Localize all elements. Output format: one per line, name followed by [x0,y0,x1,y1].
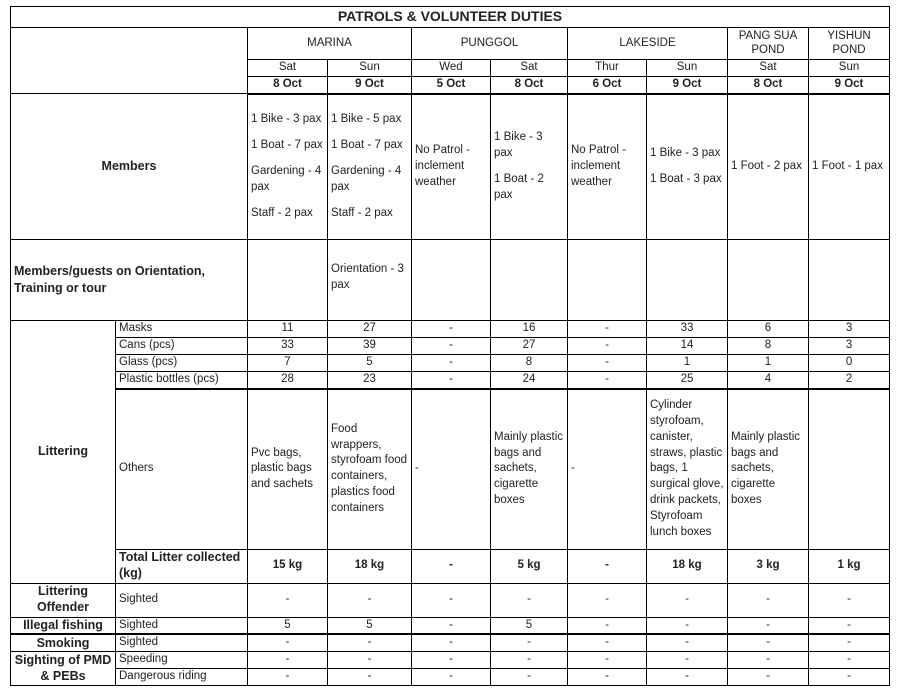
pmd-value: - [491,652,568,669]
litter-count: 25 [647,372,728,389]
others-cell [809,389,890,549]
litter-count: - [568,338,647,355]
litter-count: 39 [328,338,412,355]
litter-count: - [412,338,491,355]
table-title: PATROLS & VOLUNTEER DUTIES [11,7,890,28]
litter-count: 24 [491,372,568,389]
others-cell: Cylinder styrofoam, canister, straws, plastic bags, 1 surgical glove, drink packets, Styrofoam lunch boxes [647,389,728,549]
smoking-value: - [809,634,890,651]
members-entry: 1 Boat - 3 pax [650,172,722,185]
offender-value: - [491,583,568,617]
location-header: PANG SUA POND [728,28,809,60]
column-day: Wed [412,60,491,77]
members-entry: Staff - 2 pax [251,206,313,219]
total-litter-value: 15 kg [248,549,328,583]
total-litter-value: 5 kg [491,549,568,583]
pmd-value: - [568,652,647,669]
pmd-value: - [248,652,328,669]
total-litter-value: 18 kg [647,549,728,583]
members-entry: No Patrol - inclement weather [571,144,626,188]
orientation-cell [568,240,647,321]
litter-count: 7 [248,355,328,372]
column-day: Sun [647,60,728,77]
litter-count: - [568,372,647,389]
litter-type-label: Glass (pcs) [116,355,248,372]
members-entry: 1 Bike - 3 pax [650,147,721,160]
fishing-value: - [809,617,890,634]
members-entry: 1 Boat - 2 pax [494,172,544,201]
members-entry: 1 Foot - 2 pax [731,160,802,173]
litter-count: 14 [647,338,728,355]
offender-value: - [647,583,728,617]
orientation-cell: Orientation - 3 pax [328,240,412,321]
pmd-value: - [809,669,890,686]
smoking-sub-label: Sighted [116,634,248,651]
orientation-cell [491,240,568,321]
offender-value: - [568,583,647,617]
column-date: 5 Oct [412,76,491,93]
pmd-value: - [647,669,728,686]
litter-count: 8 [728,338,809,355]
column-day: Sat [728,60,809,77]
total-litter-value: 1 kg [809,549,890,583]
location-header: MARINA [248,28,412,60]
total-litter-value: - [568,549,647,583]
pmd-value: - [328,652,412,669]
members-cell [491,94,568,240]
smoking-label: Smoking [11,634,116,651]
pmd-value: - [491,669,568,686]
litter-count: 1 [647,355,728,372]
litter-count: 27 [328,321,412,338]
location-header: PUNGGOL [412,28,568,60]
members-cell [412,94,491,240]
members-cell [328,94,412,240]
pmd-label: Sighting of PMD & PEBs [11,652,116,686]
members-cell [248,94,328,240]
litter-count: 28 [248,372,328,389]
offender-value: - [328,583,412,617]
offender-value: - [728,583,809,617]
others-cell: Mainly plastic bags and sachets, cigarette boxes [728,389,809,549]
total-litter-value: 18 kg [328,549,412,583]
column-date: 9 Oct [809,76,890,93]
orientation-cell [809,240,890,321]
litter-count: - [568,321,647,338]
litter-count: 33 [248,338,328,355]
litter-count: 3 [809,321,890,338]
litter-count: - [412,372,491,389]
total-litter-value: - [412,549,491,583]
others-cell: - [568,389,647,549]
others-label: Others [116,389,248,549]
column-day: Sun [809,60,890,77]
fishing-value: - [728,617,809,634]
smoking-value: - [647,634,728,651]
litter-count: 1 [728,355,809,372]
orientation-cell [647,240,728,321]
smoking-value: - [728,634,809,651]
fishing-sub-label: Sighted [116,617,248,634]
offender-sub-label: Sighted [116,583,248,617]
litter-count: 4 [728,372,809,389]
orientation-cell [248,240,328,321]
column-date: 8 Oct [248,76,328,93]
members-entry: 1 Bike - 3 pax [494,131,543,160]
litter-count: 8 [491,355,568,372]
fishing-value: 5 [328,617,412,634]
orientation-cell [728,240,809,321]
littering-label: Littering [11,321,116,583]
litter-count: 2 [809,372,890,389]
location-header: YISHUN POND [809,28,890,60]
column-day: Sun [328,60,412,77]
members-entry: Gardening - 4 pax [251,165,322,193]
members-entry: 1 Bike - 5 pax [331,113,402,126]
pmd-value: - [728,652,809,669]
litter-count: - [412,321,491,338]
offender-value: - [248,583,328,617]
smoking-value: - [248,634,328,651]
litter-count: 33 [647,321,728,338]
patrol-duties-table [10,6,890,686]
column-date: 8 Oct [728,76,809,93]
members-cell [809,94,890,240]
members-cell [647,94,728,240]
litter-count: 27 [491,338,568,355]
pmd-value: - [647,652,728,669]
members-entry: 1 Boat - 7 pax [331,139,403,152]
fishing-value: - [568,617,647,634]
litter-type-label: Masks [116,321,248,338]
pmd-sub-label: Dangerous riding [116,669,248,686]
smoking-value: - [491,634,568,651]
column-day: Sat [248,60,328,77]
litter-count: 11 [248,321,328,338]
location-header: LAKESIDE [568,28,728,60]
total-litter-label: Total Litter collected (kg) [116,549,248,583]
corner-cell [11,28,248,94]
members-cell [568,94,647,240]
others-cell: Mainly plastic bags and sachets, cigarette boxes [491,389,568,549]
fishing-value: - [647,617,728,634]
pmd-value: - [809,652,890,669]
orientation-cell [412,240,491,321]
duties-report [10,6,890,686]
fishing-value: - [412,617,491,634]
members-entry: Gardening - 4 pax [331,165,402,193]
column-date: 9 Oct [328,76,412,93]
pmd-value: - [412,652,491,669]
litter-count: 0 [809,355,890,372]
litter-count: 6 [728,321,809,338]
smoking-value: - [412,634,491,651]
litter-count: 3 [809,338,890,355]
column-date: 8 Oct [491,76,568,93]
offender-label: Littering Offender [11,583,116,617]
column-day: Thur [568,60,647,77]
pmd-value: - [728,669,809,686]
orientation-label: Members/guests on Orientation, Training or tour [11,240,248,321]
pmd-value: - [248,669,328,686]
column-date: 6 Oct [568,76,647,93]
members-label: Members [11,94,248,240]
litter-count: 16 [491,321,568,338]
pmd-sub-label: Speeding [116,652,248,669]
litter-type-label: Cans (pcs) [116,338,248,355]
members-entry: No Patrol - inclement weather [415,144,470,188]
smoking-value: - [328,634,412,651]
litter-type-label: Plastic bottles (pcs) [116,372,248,389]
litter-count: 5 [328,355,412,372]
litter-count: - [412,355,491,372]
fishing-label: Illegal fishing [11,617,116,634]
offender-value: - [809,583,890,617]
fishing-value: 5 [248,617,328,634]
others-cell: - [412,389,491,549]
members-entry: Staff - 2 pax [331,206,393,219]
column-day: Sat [491,60,568,77]
members-entry: 1 Boat - 7 pax [251,139,323,152]
column-date: 9 Oct [647,76,728,93]
pmd-value: - [412,669,491,686]
total-litter-value: 3 kg [728,549,809,583]
litter-count: - [568,355,647,372]
members-cell [728,94,809,240]
litter-count: 23 [328,372,412,389]
pmd-value: - [328,669,412,686]
others-cell: Pvc bags, plastic bags and sachets [248,389,328,549]
others-cell: Food wrappers, styrofoam food containers, plastics food containers [328,389,412,549]
members-entry: 1 Foot - 1 pax [812,160,883,173]
fishing-value: 5 [491,617,568,634]
smoking-value: - [568,634,647,651]
offender-value: - [412,583,491,617]
pmd-value: - [568,669,647,686]
members-entry: 1 Bike - 3 pax [251,113,322,126]
